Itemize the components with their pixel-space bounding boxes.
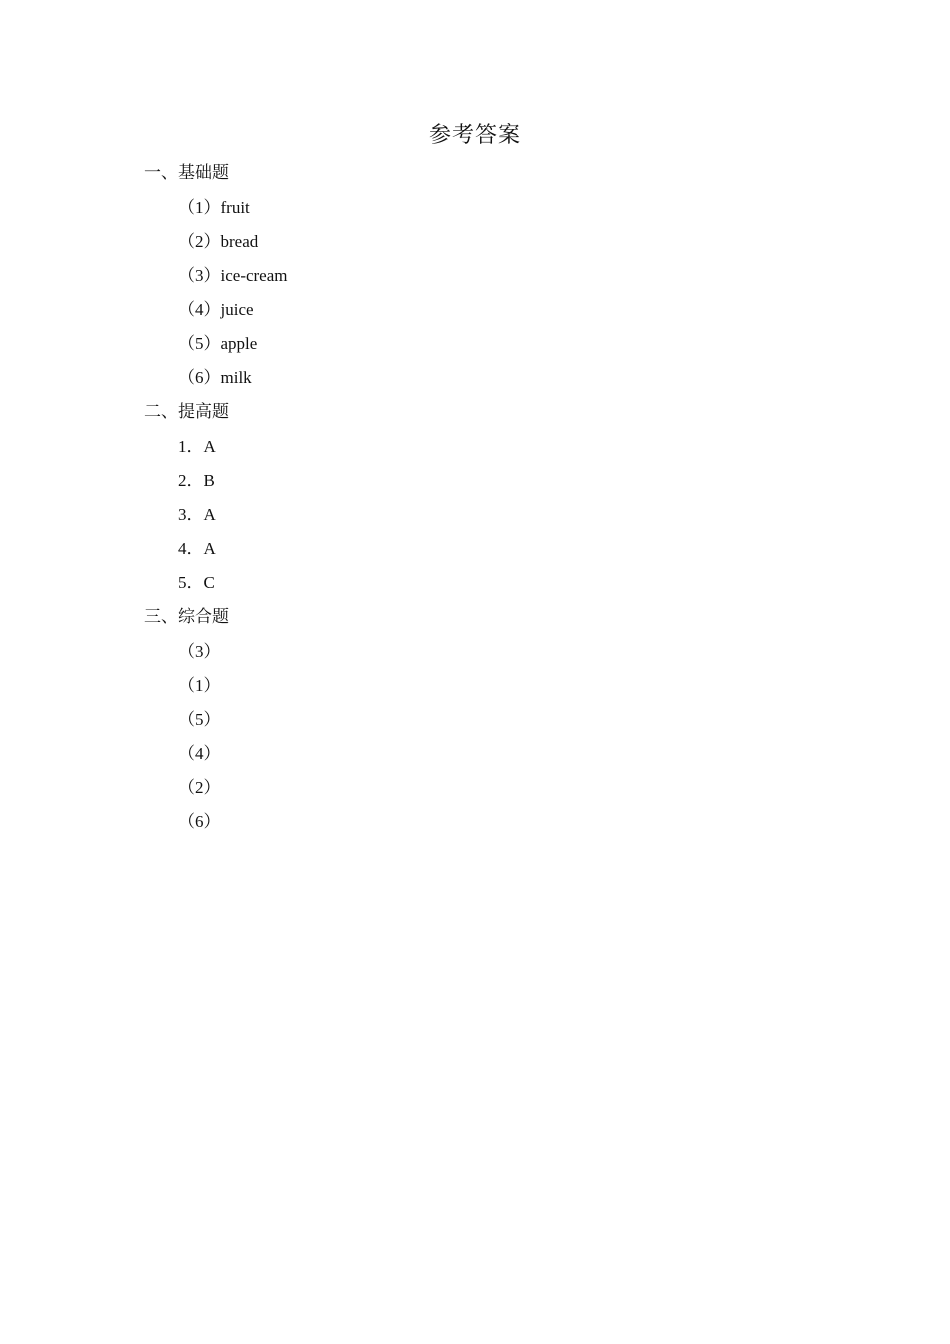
answer-item: 1．A xyxy=(178,437,216,456)
answer-item: （3） xyxy=(178,642,221,661)
answer-item: 5．C xyxy=(178,573,215,592)
answer-item: （2） xyxy=(178,778,221,797)
answer-item: （4）juice xyxy=(178,300,254,319)
answer-item: （3）ice-cream xyxy=(178,266,288,285)
answer-item: （2）bread xyxy=(178,232,259,251)
answer-item: （1）fruit xyxy=(178,198,250,217)
answer-item: 4．A xyxy=(178,539,216,558)
answer-item: 3．A xyxy=(178,505,216,524)
answer-item: 2．B xyxy=(178,471,215,490)
answer-item: （1） xyxy=(178,676,221,695)
section-heading-advanced: 二、提高题 xyxy=(144,402,229,421)
section-heading-basic: 一、基础题 xyxy=(144,163,229,182)
section-heading-comprehensive: 三、综合题 xyxy=(144,607,229,626)
answer-item: （6）milk xyxy=(178,368,252,387)
answer-item: （5） xyxy=(178,710,221,729)
page-title: 参考答案 xyxy=(428,122,521,147)
answer-item: （6） xyxy=(178,812,221,831)
answer-item: （5）apple xyxy=(178,334,258,353)
answer-item: （4） xyxy=(178,744,221,763)
